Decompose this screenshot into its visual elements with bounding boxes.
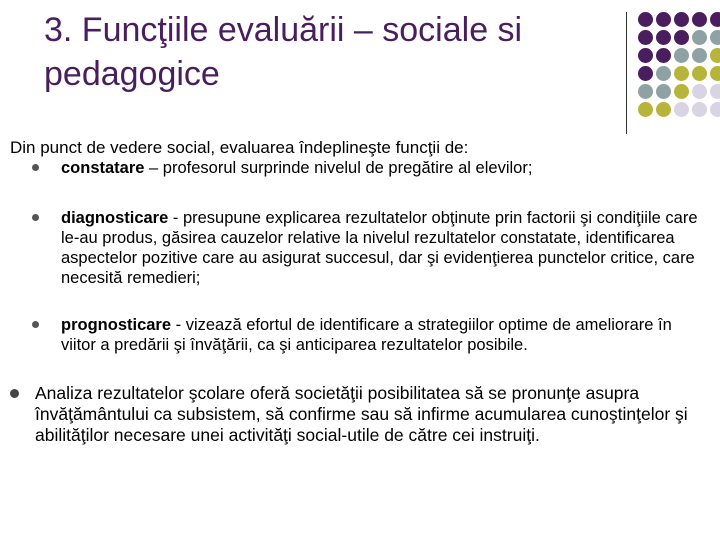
bullet-icon [10, 389, 19, 398]
decor-dot [710, 30, 720, 45]
decor-dot [656, 30, 671, 45]
item-text: - presupune explicarea rezultatelor obţinute prin factorii şi condiţiile care le-au produs, găsirea cauzelor relative la nivelul rezultatelor constatate, identificarea aspectelor pozitive care au asigurat succesul, dar şi evidenţierea punctelor critice, care necesită remedieri; [61, 209, 698, 287]
decor-dot [638, 102, 653, 117]
decor-dot [674, 30, 689, 45]
decor-dot [710, 102, 720, 117]
item-text: – profesorul surprinde nivelul de pregătire al elevilor; [144, 159, 533, 177]
item-term: diagnosticare [61, 209, 169, 227]
intro-text: Din punct de vedere social, evaluarea îndeplineşte funcţii de: [10, 138, 469, 157]
decor-dot [674, 84, 689, 99]
decor-dot [692, 30, 707, 45]
decor-dot [692, 102, 707, 117]
item-term: constatare [61, 159, 145, 177]
decor-dot [656, 48, 671, 63]
item-term: prognosticare [61, 316, 172, 334]
decor-dot [656, 84, 671, 99]
decor-dot [656, 12, 671, 27]
decor-dot [692, 48, 707, 63]
decor-dot [692, 12, 707, 27]
decor-dot [674, 66, 689, 81]
decor-dot [638, 12, 653, 27]
decor-dot [638, 30, 653, 45]
decor-dot [674, 102, 689, 117]
decorative-dot-grid [638, 12, 720, 118]
slide-body [10, 138, 710, 446]
slide-title: 3. Funcţiile evaluării – sociale si pedagogice [44, 11, 523, 93]
decor-dot [674, 12, 689, 27]
conclusion-text: Analiza rezultatelor şcolare oferă societăţii posibilitatea să se pronunţe asupra învăţământului ca subsistem, să confirme sau să infirme acumularea cunoştinţelor şi abilităţilor necesare unei activităţi social-utile de către cei instruiţi. [35, 383, 688, 445]
decor-dot [638, 84, 653, 99]
list-item-constatare [10, 158, 710, 178]
decor-dot [674, 48, 689, 63]
bullet-icon [32, 321, 39, 328]
item-text: - vizează efortul de identificare a strategiilor optime de ameliorare în viitor a predării şi învăţării, ca şi anticiparea rezultatelor posibile. [61, 316, 672, 354]
decor-dot [710, 48, 720, 63]
function-list [10, 158, 710, 355]
decor-dot [710, 66, 720, 81]
bullet-icon [32, 164, 39, 171]
decor-dot [692, 84, 707, 99]
decor-dot [656, 102, 671, 117]
decor-dot [710, 12, 720, 27]
decor-dot [692, 66, 707, 81]
bullet-icon [32, 214, 39, 221]
decor-dot [638, 66, 653, 81]
list-item-diagnosticare [10, 208, 710, 288]
title-divider [626, 12, 627, 134]
conclusion-paragraph [10, 383, 710, 446]
decor-dot [710, 84, 720, 99]
decor-dot [638, 48, 653, 63]
list-item-prognosticare [10, 315, 710, 355]
decor-dot [656, 66, 671, 81]
